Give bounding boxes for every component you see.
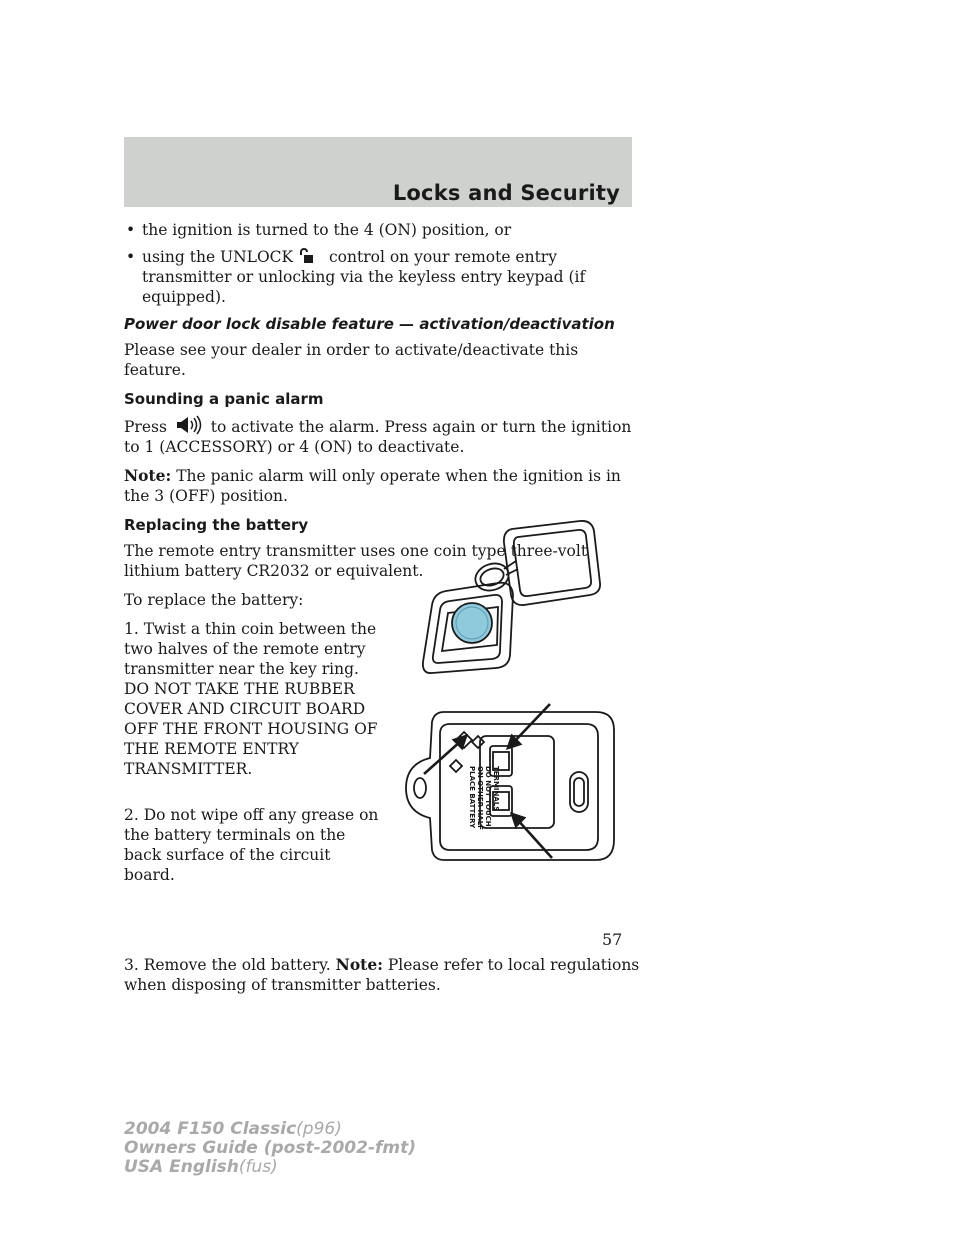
section-title: Locks and Security <box>392 181 620 205</box>
bullet-text-after: control on your remote entry transmitter or unlocking via the keyless entry keypad (if equipped). <box>142 248 586 306</box>
disable-feature-heading: Power door lock disable feature — activation/deactivation <box>124 315 615 333</box>
panic-alarm-text: to activate the alarm. Press again or turn the ignition to 1 (ACCESSORY) or 4 (ON) to deactivate. <box>124 418 632 456</box>
battery-step-1: 1. Twist a thin coin between the two halves of the remote entry transmitter near the key ring. DO NOT TAKE THE RUBBER COVER AND CIRCUIT BOARD OFF THE FRONT HOUSING OF THE REMOTE ENTRY TRANSMITTER. <box>124 620 378 778</box>
footer-model: 2004 F150 Classic <box>124 1119 297 1139</box>
battery-step-3 <box>124 955 644 995</box>
footer-line-1 <box>124 1120 416 1139</box>
panic-horn-icon <box>172 415 206 435</box>
step-3-note-label: Note: <box>335 955 383 974</box>
footer-line-3 <box>124 1158 416 1177</box>
panic-note <box>124 466 644 506</box>
document-footer <box>124 1120 416 1177</box>
battery-coin <box>452 603 492 643</box>
label-line: PLACE BATTERY <box>468 766 476 829</box>
battery-intro: The remote entry transmitter uses one coin type three-volt lithium battery CR2032 or equivalent. <box>124 542 588 580</box>
panic-alarm-paragraph <box>124 415 644 457</box>
bullet-text: the ignition is turned to the 4 (ON) position, or <box>142 221 512 239</box>
battery-step-2: 2. Do not wipe off any grease on the battery terminals on the back surface of the circuit board. <box>124 806 379 884</box>
battery-heading: Replacing the battery <box>124 516 309 534</box>
footer-model-code: (p96) <box>296 1119 342 1139</box>
transmitter-open-illustration <box>420 517 620 681</box>
page-number: 57 <box>602 930 623 949</box>
footer-language-code: (fus) <box>238 1157 278 1177</box>
section-header-band <box>124 137 632 207</box>
note-text: The panic alarm will only operate when the ignition is in the 3 (OFF) position. <box>124 467 621 505</box>
footer-guide: Owners Guide (post-2002-fmt) <box>124 1138 417 1158</box>
unlock-icon <box>298 247 324 265</box>
step-3-note-text: Please refer to local regulations when disposing of transmitter batteries. <box>124 956 640 994</box>
label-line: TERMINALS <box>492 766 500 812</box>
battery-label <box>468 766 500 830</box>
label-line: DO NOT TOUCH <box>484 766 492 827</box>
bullet-dot: • <box>126 248 136 266</box>
note-label: Note: <box>124 466 172 485</box>
panic-alarm-heading: Sounding a panic alarm <box>124 390 324 408</box>
label-line: ON OTHER HALF <box>476 766 484 830</box>
list-item <box>124 247 644 307</box>
battery-lead: To replace the battery: <box>124 591 304 609</box>
disable-feature-text: Please see your dealer in order to activate/deactivate this feature. <box>124 341 579 379</box>
circuit-board-illustration <box>400 700 616 866</box>
bullet-text-before: using the UNLOCK <box>142 248 294 266</box>
footer-line-2 <box>124 1139 416 1158</box>
list-item <box>124 220 644 240</box>
bullet-dot: • <box>126 221 136 239</box>
footer-language: USA English <box>124 1157 239 1177</box>
step-3-text: 3. Remove the old battery. <box>124 956 331 974</box>
pointer-arrow <box>516 818 552 858</box>
panic-press-word: Press <box>124 418 167 436</box>
